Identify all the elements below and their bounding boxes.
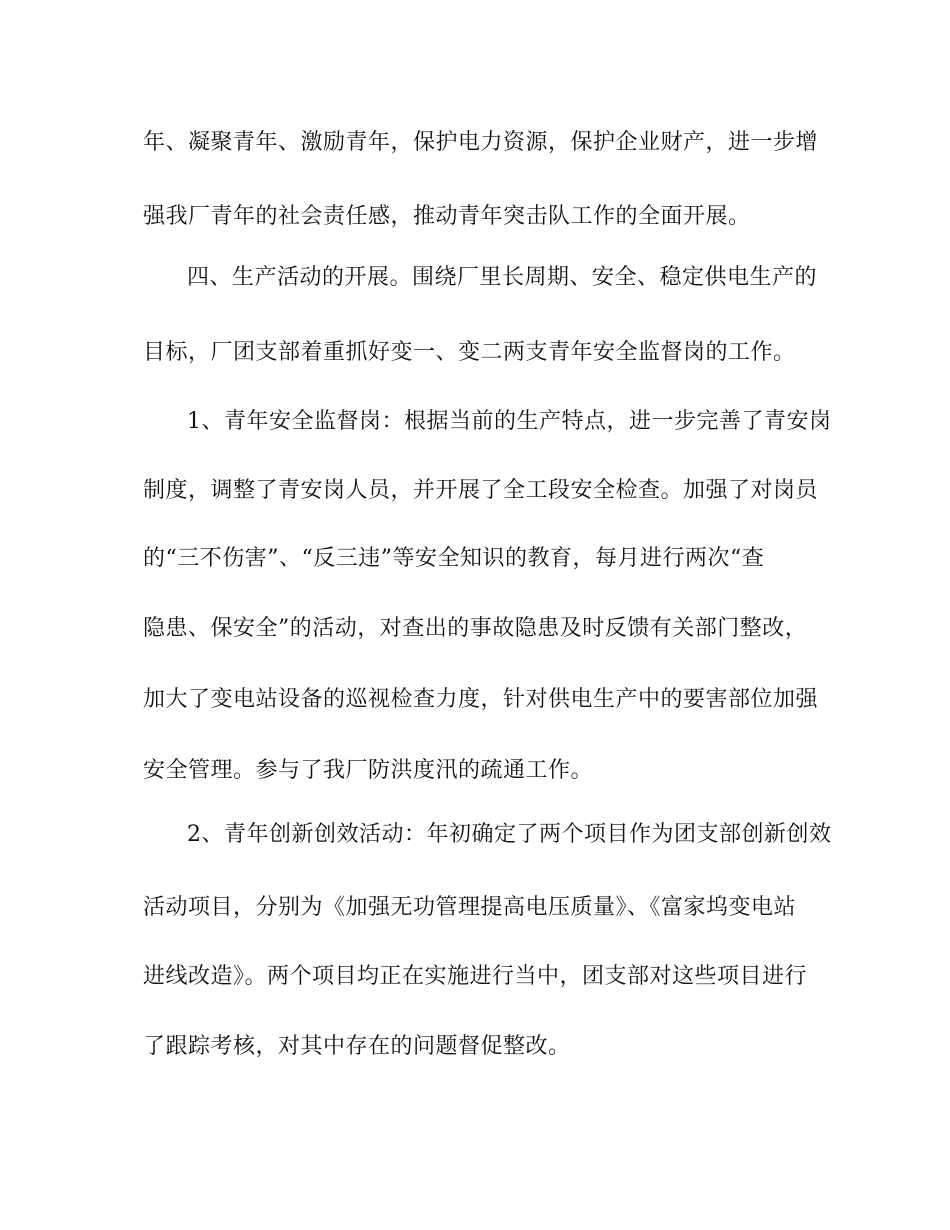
list-item-line: 2、青年创新创效活动：年初确定了两个项目作为团支部创新创效	[187, 822, 832, 847]
list-item-line: 1、青年安全监督岗：根据当前的生产特点，进一步完善了青安岗	[187, 409, 832, 434]
text-line: 制度，调整了青安岗人员，并开展了全工段安全检查。加强了对岗员	[143, 478, 819, 503]
text-line: 安全管理。参与了我厂防洪度汛的疏通工作。	[143, 758, 594, 783]
text-line: 目标，厂团支部着重抓好变一、变二两支青年安全监督岗的工作。	[143, 340, 796, 365]
text-line: 进线改造》。两个项目均正在实施进行当中，团支部对这些项目进行	[143, 964, 808, 989]
text-line: 年、凝聚青年、激励青年，保护电力资源，保护企业财产，进一步增	[143, 130, 819, 155]
text-line: 了跟踪考核，对其中存在的问题督促整改。	[143, 1034, 571, 1059]
text-line: 加大了变电站设备的巡视检查力度，针对供电生产中的要害部位加强	[143, 687, 819, 712]
paragraph-heading-line: 四、生产活动的开展。围绕厂里长周期、安全、稳定供电生产的	[187, 265, 818, 290]
text-line: 的“三不伤害”、“反三违”等安全知识的教育，每月进行两次“查	[143, 546, 765, 571]
text-line: 活动项目，分别为《加强无功管理提高电压质量》、《富家坞变电站	[143, 895, 797, 920]
text-line: 隐患、保安全”的活动，对查出的事故隐患及时反馈有关部门整改，	[143, 616, 808, 641]
text-line: 强我厂青年的社会责任感，推动青年突击队工作的全面开展。	[143, 204, 751, 229]
